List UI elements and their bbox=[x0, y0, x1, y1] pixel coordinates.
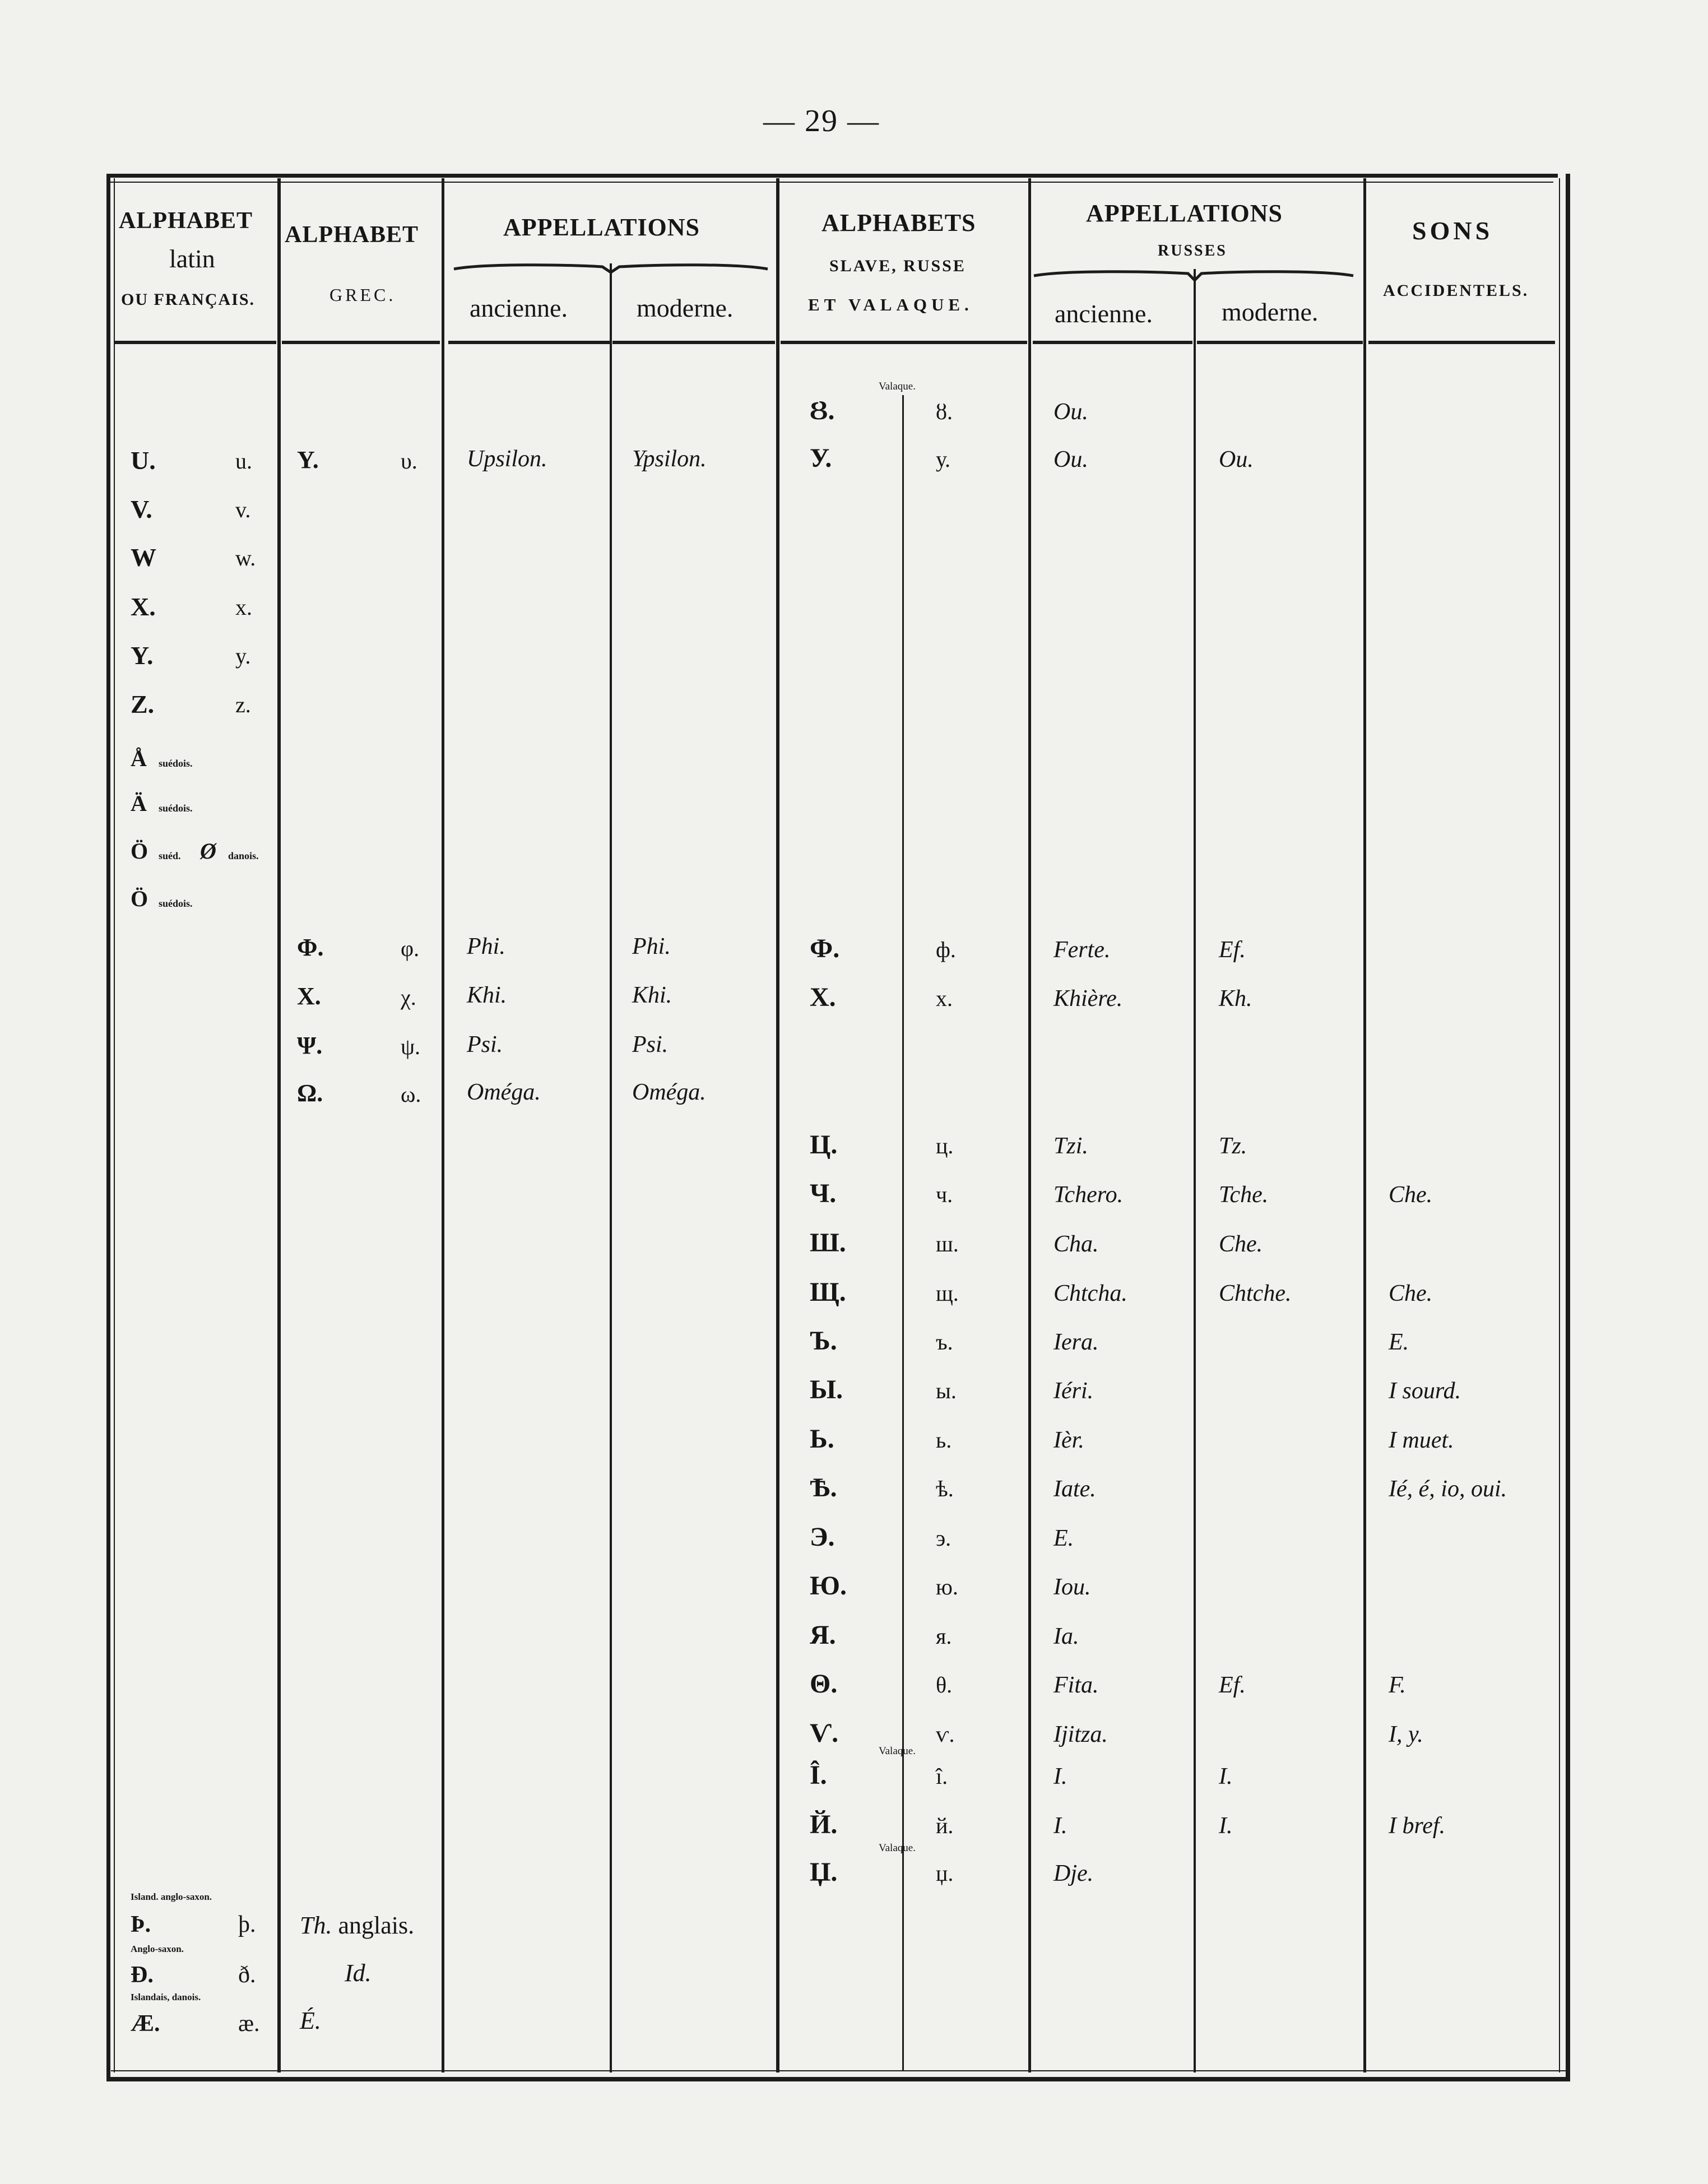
header-slave-qualifier: ET VALAQUE. bbox=[808, 295, 973, 314]
latin-bottom-label: Islandais, danois. bbox=[131, 1992, 201, 2002]
russian-appellation-ancienne: Ia. bbox=[1053, 1624, 1079, 1649]
slave-upper: Ъ. bbox=[810, 1326, 837, 1356]
column-rule-1 bbox=[277, 178, 281, 2072]
russian-appellation-ancienne: Iate. bbox=[1053, 1476, 1096, 1502]
greek-bottom-note-th: Th. bbox=[300, 1912, 332, 1939]
latin-bottom-upper: Æ. bbox=[131, 2011, 160, 2037]
russian-appellation-ancienne: Tzi. bbox=[1053, 1133, 1088, 1159]
latin-extra: Ø bbox=[200, 838, 216, 864]
slave-lower: ь. bbox=[936, 1427, 952, 1453]
column-rule-6 bbox=[1194, 269, 1196, 2072]
page-number: — 29 — bbox=[763, 104, 880, 138]
slave-lower: ч. bbox=[936, 1182, 953, 1207]
latin-bottom-lower: ð. bbox=[238, 1962, 256, 1988]
greek-appellation-ancienne: Phi. bbox=[467, 934, 505, 959]
latin-lower: x. bbox=[235, 595, 252, 620]
russian-appellation-ancienne: Ou. bbox=[1053, 399, 1088, 425]
greek-upper: Υ. bbox=[297, 446, 319, 474]
slave-column-divider bbox=[902, 395, 904, 2071]
russian-appellation-moderne: Kh. bbox=[1219, 986, 1252, 1012]
greek-lower: χ. bbox=[401, 985, 416, 1010]
russian-appellation-moderne: Chtche. bbox=[1219, 1281, 1292, 1306]
greek-appellation-ancienne: Oméga. bbox=[467, 1079, 541, 1105]
column-rule-3 bbox=[610, 263, 612, 2072]
russian-appellation-ancienne: Cha. bbox=[1053, 1231, 1099, 1257]
header-greek-subtitle: GREC. bbox=[329, 285, 396, 305]
slave-lower: ю. bbox=[936, 1574, 958, 1599]
latin-upper: X. bbox=[131, 592, 156, 621]
latin-bottom-label: Anglo-saxon. bbox=[131, 1944, 184, 1954]
latin-upper: V. bbox=[131, 495, 152, 523]
header-rule-7 bbox=[1368, 341, 1555, 344]
greek-appellation-moderne: Oméga. bbox=[632, 1079, 706, 1105]
table-border-top bbox=[106, 174, 1558, 178]
header-appellations-russes-subtitle: RUSSES bbox=[1158, 242, 1227, 259]
russian-appellation-moderne: I. bbox=[1219, 1764, 1233, 1789]
latin-upper: Y. bbox=[131, 641, 154, 670]
slave-upper: Ѵ. bbox=[810, 1718, 839, 1748]
russian-appellation-ancienne: I. bbox=[1053, 1813, 1068, 1839]
greek-appellation-moderne: Phi. bbox=[632, 934, 671, 959]
accidental-sound: Che. bbox=[1389, 1281, 1433, 1306]
russian-appellation-ancienne: Ièr. bbox=[1053, 1427, 1084, 1453]
table-border-bottom-inner bbox=[111, 2070, 1566, 2071]
slave-upper: Θ. bbox=[810, 1669, 838, 1699]
russian-appellation-moderne: Tche. bbox=[1219, 1182, 1269, 1208]
russian-appellation-ancienne: I. bbox=[1053, 1764, 1068, 1789]
latin-bottom-label: Island. anglo-saxon. bbox=[131, 1891, 212, 1902]
slave-upper: Џ. bbox=[810, 1857, 838, 1887]
slave-upper: Х. bbox=[810, 982, 836, 1012]
russian-appellation-moderne: Tz. bbox=[1219, 1133, 1247, 1159]
slave-upper: Щ. bbox=[810, 1277, 846, 1307]
header-greek-title: ALPHABET bbox=[285, 222, 419, 248]
greek-bottom-note bbox=[300, 1911, 414, 1940]
greek-upper: Ω. bbox=[297, 1079, 323, 1107]
latin-upper: U. bbox=[131, 446, 156, 475]
accidental-sound: Che. bbox=[1389, 1182, 1433, 1208]
greek-upper: Ψ. bbox=[297, 1032, 323, 1059]
latin-bottom-upper: Ð. bbox=[131, 1962, 154, 1988]
column-rule-7 bbox=[1363, 178, 1366, 2072]
table-border-bottom bbox=[106, 2077, 1570, 2081]
header-rule-3 bbox=[612, 341, 775, 344]
header-appellations-russes-title: APPELLATIONS bbox=[1086, 200, 1283, 227]
header-appellations-russes-ancienne: ancienne. bbox=[1055, 299, 1153, 328]
accidental-sound: F. bbox=[1389, 1672, 1406, 1698]
table-border-top-inner bbox=[110, 182, 1553, 183]
column-rule-5 bbox=[1028, 178, 1031, 2072]
latin-note: suéd. bbox=[159, 850, 181, 861]
russian-appellation-ancienne: Dje. bbox=[1053, 1861, 1094, 1886]
accidental-sound: E. bbox=[1389, 1329, 1409, 1355]
slave-lower: ы. bbox=[936, 1378, 957, 1403]
valaque-label: Valaque. bbox=[879, 1842, 916, 1854]
greek-upper: Φ. bbox=[297, 934, 324, 961]
latin-upper: W bbox=[131, 543, 156, 572]
slave-lower: î. bbox=[936, 1764, 948, 1789]
column-rule-4 bbox=[776, 178, 779, 2072]
latin-lower: v. bbox=[235, 497, 251, 522]
slave-lower: х. bbox=[936, 986, 953, 1011]
header-rule-4 bbox=[781, 341, 1027, 344]
header-rule-6 bbox=[1197, 341, 1363, 344]
appellations-brace bbox=[451, 258, 771, 280]
slave-lower: ѣ. bbox=[936, 1476, 954, 1501]
russian-appellation-moderne: Ef. bbox=[1219, 1672, 1246, 1698]
latin-note: suédois. bbox=[159, 803, 193, 814]
latin-upper: Ö bbox=[131, 838, 148, 864]
slave-upper: Ц. bbox=[810, 1130, 838, 1160]
slave-lower: ъ. bbox=[936, 1329, 953, 1355]
russian-appellation-ancienne: Iou. bbox=[1053, 1574, 1091, 1600]
russian-appellation-ancienne: Ijitza. bbox=[1053, 1722, 1108, 1747]
latin-upper: Z. bbox=[131, 690, 155, 718]
accidental-sound: I sourd. bbox=[1389, 1378, 1461, 1404]
latin-upper: Ö bbox=[131, 886, 148, 911]
slave-lower: у. bbox=[936, 447, 950, 472]
appellations-russes-brace bbox=[1031, 263, 1356, 286]
valaque-label: Valaque. bbox=[879, 1745, 916, 1757]
slave-upper: Э. bbox=[810, 1522, 835, 1552]
greek-appellation-moderne: Psi. bbox=[632, 1032, 669, 1058]
accidental-sound: Ié, é, io, oui. bbox=[1389, 1476, 1507, 1502]
table-border-left-inner bbox=[114, 178, 115, 2072]
greek-lower: υ. bbox=[401, 448, 417, 474]
greek-lower: φ. bbox=[401, 936, 420, 961]
header-rule-5 bbox=[1033, 341, 1192, 344]
latin-note: danois. bbox=[228, 850, 259, 861]
latin-note: suédois. bbox=[159, 758, 193, 769]
slave-upper: Ч. bbox=[810, 1179, 837, 1208]
valaque-label: Valaque. bbox=[879, 381, 916, 392]
russian-appellation-ancienne: Chtcha. bbox=[1053, 1281, 1127, 1306]
header-latin-qualifier: OU FRANÇAIS. bbox=[121, 290, 256, 309]
russian-appellation-moderne: Che. bbox=[1219, 1231, 1263, 1257]
slave-upper: Ы. bbox=[810, 1375, 843, 1404]
header-slave-title: ALPHABETS bbox=[821, 209, 976, 237]
greek-appellation-moderne: Ypsilon. bbox=[632, 446, 707, 472]
latin-lower: w. bbox=[235, 545, 256, 571]
greek-appellation-ancienne: Khi. bbox=[467, 982, 507, 1008]
column-rule-2 bbox=[442, 178, 444, 2072]
greek-bottom-note-rest: anglais. bbox=[332, 1912, 415, 1939]
latin-bottom-upper: Þ. bbox=[131, 1912, 151, 1937]
greek-appellation-moderne: Khi. bbox=[632, 982, 672, 1008]
russian-appellation-ancienne: Ou. bbox=[1053, 447, 1088, 472]
slave-upper: Ѣ. bbox=[810, 1473, 837, 1503]
russian-appellation-moderne: I. bbox=[1219, 1813, 1233, 1839]
slave-upper: Я. bbox=[810, 1620, 836, 1650]
greek-bottom-note: É. bbox=[300, 2007, 321, 2034]
russian-appellation-ancienne: Iera. bbox=[1053, 1329, 1099, 1355]
slave-lower: θ. bbox=[936, 1672, 953, 1698]
latin-upper: Å bbox=[131, 746, 147, 771]
latin-lower: z. bbox=[235, 692, 251, 717]
latin-upper: Ä bbox=[131, 791, 147, 816]
latin-bottom-lower: þ. bbox=[238, 1912, 256, 1937]
latin-lower: y. bbox=[235, 643, 251, 669]
russian-appellation-ancienne: E. bbox=[1053, 1525, 1074, 1551]
slave-lower: ȣ. bbox=[936, 399, 953, 424]
greek-appellation-ancienne: Psi. bbox=[467, 1032, 503, 1058]
slave-upper: Ь. bbox=[810, 1424, 834, 1454]
russian-appellation-ancienne: Khière. bbox=[1053, 986, 1123, 1012]
slave-lower: щ. bbox=[936, 1281, 959, 1306]
slave-lower: ѵ. bbox=[936, 1722, 955, 1747]
header-appellations-ancienne: ancienne. bbox=[470, 294, 568, 322]
slave-lower: ш. bbox=[936, 1231, 959, 1256]
russian-appellation-ancienne: Tchero. bbox=[1053, 1182, 1124, 1208]
russian-appellation-ancienne: Iéri. bbox=[1053, 1378, 1094, 1404]
slave-upper: Î. bbox=[810, 1760, 827, 1790]
table-border-right bbox=[1566, 174, 1570, 2081]
slave-upper: Ш. bbox=[810, 1228, 846, 1258]
slave-upper: Ф. bbox=[810, 934, 840, 963]
table-border-right-inner bbox=[1559, 178, 1560, 2072]
header-slave-subtitle: SLAVE, RUSSE bbox=[829, 257, 966, 275]
slave-upper: Ȣ. bbox=[810, 396, 835, 425]
header-appellations-moderne: moderne. bbox=[637, 294, 734, 322]
russian-appellation-ancienne: Fita. bbox=[1053, 1672, 1099, 1698]
slave-upper: Й. bbox=[810, 1810, 838, 1839]
latin-note: suédois. bbox=[159, 898, 193, 909]
russian-appellation-moderne: Ef. bbox=[1219, 937, 1246, 963]
accidental-sound: I bref. bbox=[1389, 1813, 1446, 1839]
slave-lower: я. bbox=[936, 1624, 952, 1649]
slave-lower: ц. bbox=[936, 1133, 954, 1158]
slave-lower: э. bbox=[936, 1525, 952, 1551]
latin-lower: u. bbox=[235, 448, 252, 474]
latin-bottom-lower: æ. bbox=[238, 2011, 260, 2037]
header-latin-title: ALPHABET bbox=[119, 208, 253, 234]
header-sons-title: SONS bbox=[1412, 216, 1493, 245]
russian-appellation-moderne: Ou. bbox=[1219, 447, 1254, 472]
slave-lower: й. bbox=[936, 1813, 954, 1838]
accidental-sound: I, y. bbox=[1389, 1722, 1423, 1747]
header-latin-subtitle: latin bbox=[169, 244, 215, 273]
greek-appellation-ancienne: Upsilon. bbox=[467, 446, 547, 472]
russian-appellation-ancienne: Ferte. bbox=[1053, 937, 1111, 963]
header-sons-subtitle: ACCIDENTELS. bbox=[1383, 281, 1529, 300]
header-appellations-russes-moderne: moderne. bbox=[1222, 298, 1319, 326]
table-border-left bbox=[106, 174, 110, 2081]
header-rule-0 bbox=[115, 341, 276, 344]
header-rule-2 bbox=[448, 341, 610, 344]
header-rule-1 bbox=[282, 341, 440, 344]
slave-lower: ф. bbox=[936, 937, 956, 962]
greek-bottom-note: Id. bbox=[345, 1959, 372, 1987]
slave-upper: Ю. bbox=[810, 1571, 847, 1601]
accidental-sound: I muet. bbox=[1389, 1427, 1454, 1453]
greek-lower: ψ. bbox=[401, 1034, 421, 1059]
slave-upper: У. bbox=[810, 443, 832, 473]
header-appellations-title: APPELLATIONS bbox=[503, 214, 700, 241]
greek-lower: ω. bbox=[401, 1082, 421, 1107]
greek-upper: Χ. bbox=[297, 982, 321, 1010]
slave-lower: џ. bbox=[936, 1861, 954, 1886]
